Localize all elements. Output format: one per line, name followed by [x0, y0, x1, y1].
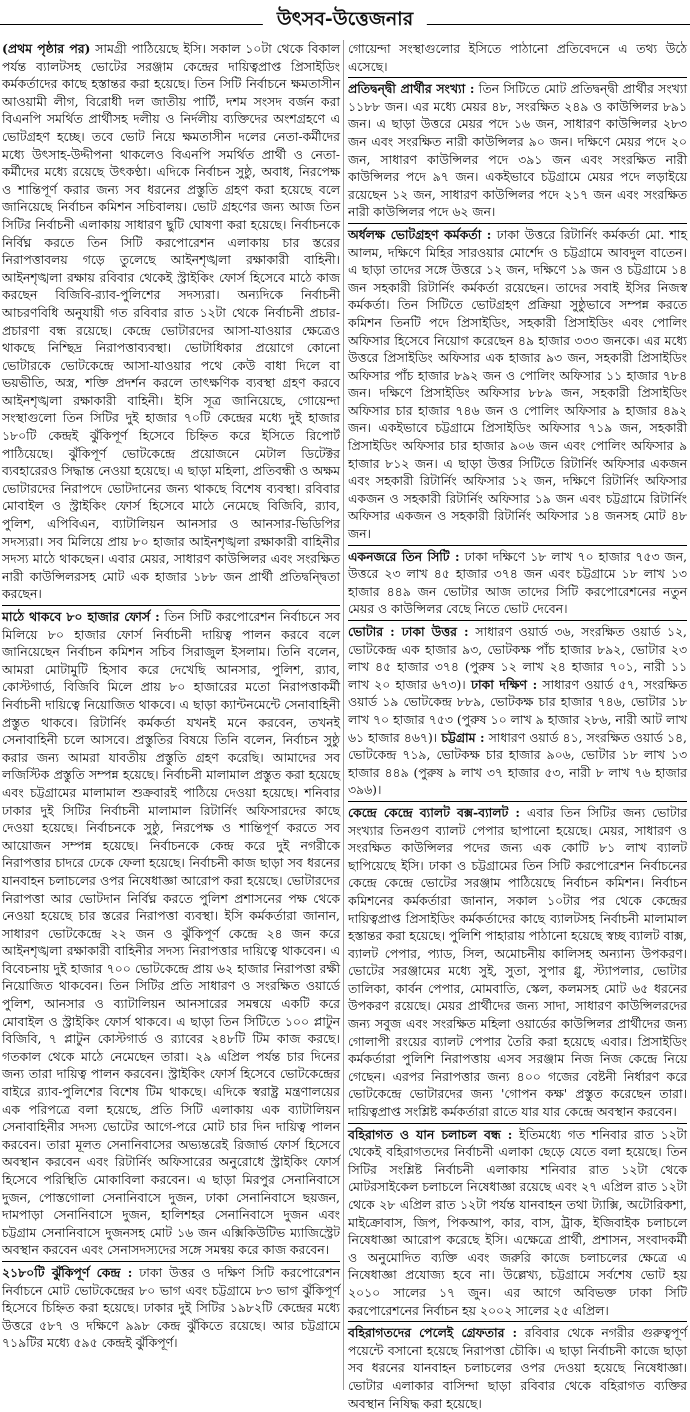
paragraph: [348, 77, 687, 221]
paragraph-lead: কেন্দ্রে কেন্দ্রে ব্যালট বক্স-ব্যালট :: [348, 804, 521, 820]
paragraph-text: গোয়েন্দা সংস্থাগুলোর ইসিতে পাঠানো প্রতিবেদনে এ তথ্য উঠে এসেছে।: [348, 41, 687, 74]
paragraph-lead: ২১৮০টি ঝুঁকিপূর্ণ কেন্দ্র :: [2, 1264, 133, 1280]
paragraph-lead: বহিরাগতদের পেলেই গ্রেফতার :: [348, 1325, 518, 1341]
left-column: [2, 40, 340, 1388]
paragraph-text: সামগ্রী পাঠিয়েছে ইসি। সকাল ১০টা থেকে বিকাল পর্যন্ত ব্যালটসহ ভোটের সরঞ্জাম কেন্দ্রের দায়িত্বপ্রাপ্ত প্রিসাইডিং কর্মকর্তাদের কাছে হস্তান্তর করা হয়েছে। তিন সিটি নির্বাচনে ক্ষমতাসীন আওয়ামী লীগ, বিরোধী দল জাতীয় পার্টি, দশম সংসদ বর্জন করা বিএনপি সমর্থিত প্রার্থীসহ দলীয় ও নির্দলীয় ব্যক্তিদের অংশগ্রহণে এ ভোটগ্রহণ হচ্ছে। তবে ভোট নিয়ে ক্ষমতাসীন দলের নেতা-কর্মীদের মধ্যে উৎসাহ-উদ্দীপনা থাকলেও বিএনপি সমর্থিত প্রার্থী ও নেতা-কর্মীদের মধ্যে রয়েছে উৎকণ্ঠা। এদিকে নির্বাচন সুষ্ঠু, অবাধ, নিরপেক্ষ ও শান্তিপূর্ণ করার জন্য সব ধরনের প্রস্তুতি গ্রহণ করা হয়েছে বলে জানিয়েছে নির্বাচন কমিশন সচিবালয়। ভোট গ্রহণের জন্য আজ তিন সিটির নির্বাচনী এলাকায় সাধারণ ছুটি ঘোষণা করা হয়েছে। নির্বাচনকে নির্বিঘ্ন করতে তিন সিটি করপোরেশন এলাকায় চার স্তরের নিরাপত্তাবলয় গড়ে তুলেছে আইনশৃঙ্খলা রক্ষাকারী বাহিনী। আইনশৃঙ্খলা রক্ষায় রবিবার থেকেই স্ট্রাইকিং ফোর্স হিসেবে মাঠে কাজ করছেন বিজিবি-র‍্যাব-পুলিশের সদস্যরা। অন্যদিকে নির্বাচনী আচরণবিধি অনুযায়ী গত রবিবার রাত ১২টা থেকে নির্বাচনী প্রচার-প্রচারণা বন্ধ রয়েছে। কেন্দ্রে ভোটারদের আসা-যাওয়ার ক্ষেত্রেও থাকছে নিশ্ছিদ্র নিরাপত্তাব্যবস্থা। ভোটাধিকার প্রয়োগে কোনো ভোটারকে ভোটকেন্দ্রে আসা-যাওয়ার পথে কেউ বাধা দিলে বা ভয়ভীতি, অস্ত্র, শক্তি প্রদর্শন করলে তাৎক্ষণিক ব্যবস্থা গ্রহণ করবে আইনশৃঙ্খলা রক্ষাকারী বাহিনী। ইসি সূত্র জানিয়েছে, গোয়েন্দা সংস্থাগুলো তিন সিটির দুই হাজার ৭০টি কেন্দ্রের মধ্যে দুই হাজার ১৮০টি কেন্দ্রই ঝুঁকিপূর্ণ হিসেবে চিহ্নিত করে ইসিতে রিপোর্ট পাঠিয়েছে। ঝুঁকিপূর্ণ ভোটকেন্দ্রে প্রয়োজনে মেটাল ডিটেক্টর ব্যবহারেরও সিদ্ধান্ত নেওয়া হয়েছে। এ ছাড়া মহিলা, প্রতিবন্ধী ও অক্ষম ভোটারদের নিরাপদে ভোটদানের জন্য থাকছে বিশেষ ব্যবস্থা। রবিবার মোবাইল ও স্ট্রাইকিং ফোর্স হিসেবে মাঠে নেমেছে বিজিবি, র‍্যাব, পুলিশ, এপিবিএন, ব্যাটালিয়ন আনসার ও আনসার-ভিডিপির সদস্যরা। সব মিলিয়ে প্রায় ৮০ হাজার আইনশৃঙ্খলা রক্ষাকারী বাহিনীর সদস্য মাঠে থাকছেন। এবার মেয়র, সাধারণ কাউন্সিলর এবং সংরক্ষিত নারী কাউন্সিলরসহ মোট এক হাজার ১৮৮ জন প্রার্থী প্রতিদ্বন্দ্বিতা করছেন।: [2, 41, 340, 602]
paragraph-lead: একনজরে তিন সিটি :: [348, 548, 460, 564]
paragraph-text: তিন সিটি করপোরেশন নির্বাচনে সব মিলিয়ে ৮০ হাজার ফোর্স নির্বাচনী দায়িত্ব পালন করবে বলে জানিয়েছেন নির্বাচন কমিশন সচিব সিরাজুল ইসলাম। তিনি বলেন, আমরা মোটামুটি হিসাব করে দেখেছি আনসার, পুলিশ, র‍্যাব, কোস্টগার্ড, বিজিবি মিলে প্রায় ৮০ হাজারের মতো নিরাপত্তাকর্মী নির্বাচনী দায়িত্বে নিয়োজিত থাকবে। এ ছাড়া ক্যান্টনমেন্টে সেনাবাহিনী প্রস্তুত থাকবে। রিটার্নিং কর্মকর্তা যখনই মনে করবেন, তখনই সেনাবাহিনী চলে আসবে। প্রস্তুতির বিষয়ে তিনি বলেন, নির্বাচন সুষ্ঠু করার জন্য আমরা যাবতীয় প্রস্তুতি গ্রহণ করেছি। আমাদের সব লজিস্টিক প্রস্তুতি সম্পন্ন হয়েছে। নির্বাচনী মালামাল প্রস্তুত করা হয়েছে এবং চট্টগ্রামের মালামাল শুক্রবারই পাঠিয়ে দেওয়া হয়েছে। শনিবার ঢাকার দুই সিটির নির্বাচনী মালামাল রিটার্নিং অফিসারদের কাছে দেওয়া হয়েছে। নির্বাচনকে সুষ্ঠু, নিরপেক্ষ ও শান্তিপূর্ণ করতে সব আয়োজন সম্পন্ন হয়েছে। নির্বাচনকে কেন্দ্র করে দুই নগরীকে নিরাপত্তার চাদরে ঢেকে ফেলা হয়েছে। নির্বাচনী কাজ ছাড়া সব ধরনের যানবাহন চলাচলের ওপর নিষেধাজ্ঞা আরোপ করা হয়েছে। ভোটারদের নিরাপত্তা আর ভোটদান নির্বিঘ্ন করতে পুলিশ প্রশাসনের পক্ষ থেকে নেওয়া হয়েছে চার স্তরের নিরাপত্তা ব্যবস্থা। ইসি কর্মকর্তারা জানান, সাধারণ ভোটকেন্দ্রে ২২ জন ও ঝুঁকিপূর্ণ কেন্দ্রে ২৪ জন করে আইনশৃঙ্খলা রক্ষাকারী বাহিনীর সদস্য নিরাপত্তার দায়িত্বে থাকবেন। এ বিবেচনায় দুই হাজার ৭০০ ভোটকেন্দ্রে প্রায় ৬২ হাজার নিরাপত্তা রক্ষী নিয়োজিত থাকবেন। তিন সিটির প্রতি সাধারণ ও সংরক্ষিত ওয়ার্ডে পুলিশ, আনসার ও ব্যাটালিয়ন আনসারের সমন্বয়ে একটি করে মোবাইল ও স্ট্রাইকিং ফোর্স থাকবে। এ ছাড়া তিন সিটিতে ১০০ প্লাটুন বিজিবি, ৭ প্লাটুন কোস্টগার্ড ও র‍্যাবের ২৪৮টি টিম কাজ করছে। গতকাল থেকে মাঠে নেমেছেন তারা। ২৯ এপ্রিল পর্যন্ত চার দিনের জন্য তারা দায়িত্ব পালন করবেন। স্ট্রাইকিং ফোর্স হিসেবে ভোটকেন্দ্রের বাইরে র‍্যাব-পুলিশের বিশেষ টিম থাকছে। এদিকে স্বরাষ্ট্র মন্ত্রণালয়ের এক পরিপত্রে বলা হয়েছে, প্রতি সিটি এলাকায় এক ব্যাটালিয়ন সেনাবাহিনীর সদস্য ভোটের আগে-পরে মোট চার দিন দায়িত্ব পালন করবেন। তারা মূলত সেনানিবাসের অভ্যন্তরেই রিজার্ভ ফোর্স হিসেবে অবস্থান করবেন এবং রিটার্নিং অফিসারের অনুরোধে স্ট্রাইকিং ফোর্স হিসেবে পরিস্থিতি মোকাবিলা করবেন। এ ছাড়া মিরপুর সেনানিবাসে দুজন, পোস্তগোলা সেনানিবাসে দুজন, ঢাকা সেনানিবাসে ছয়জন, দামপাড়া সেনানিবাসে দুজন, হালিশহর সেনানিবাসে দুজন এবং চট্টগ্রাম সেনানিবাসে দুজনসহ মোট ১৬ জন এক্সিকিউটিভ ম্যাজিস্ট্রেট অবস্থান করবেন এবং সেনাসদস্যদের সঙ্গে সমন্বয় করে কাজ করবেন।: [2, 609, 340, 1258]
paragraph-lead: (প্রথম পৃষ্ঠার পর): [2, 41, 91, 56]
right-column: [348, 40, 688, 1411]
paragraph-lead: ভোটার : ঢাকা উত্তর :: [348, 624, 469, 639]
paragraph-text: রবিবার থেকে নগরীর গুরুত্বপূর্ণ পয়েন্টে বসানো হয়েছে নিরাপত্তা চৌকি। এ ছাড়া নির্বাচনী কাজে ছাড়া সব ধরনের যানবাহন চলাচলের ওপর দেওয়া হয়েছে নিষেধাজ্ঞা। ভোটার এলাকার বাসিন্দা ছাড়া রবিবার থেকে বহিরাগত ব্যক্তির অবস্থান নিষিদ্ধ করা হয়েছে।: [348, 1325, 688, 1411]
paragraph-lead: অর্ধলক্ষ ভোটগ্রহণ কর্মকর্তা :: [348, 226, 492, 242]
paragraph-text: এবার তিন সিটির জন্য ভোটার সংখ্যার তিনগুণ ব্যালট পেপার ছাপানো হয়েছে। মেয়র, সাধারণ ও সংরক্ষিত কাউন্সিলর পদের জন্য এক কোটি ৮১ লাখ ব্যালট ছাপিয়েছে ইসি। ঢাকা ও চট্টগ্রামের তিন সিটি করপোরেশন নির্বাচনের কেন্দ্রে কেন্দ্রে ভোটের সরঞ্জাম পাঠিয়েছে নির্বাচন কমিশন। নির্বাচন কমিশনের কর্মকর্তারা জানান, সকাল ১০টার পর থেকে কেন্দ্রের দায়িত্বপ্রাপ্ত প্রিসাইডিং কর্মকর্তাদের কাছে ব্যালটসহ নির্বাচনী মালামাল হস্তান্তর করা হয়েছে। পুলিশি পাহারায় পাঠানো হয়েছে স্বচ্ছ ব্যালট বাক্স, ব্যালট পেপার, প্যাড, সিল, অমোচনীয় কালিসহ অন্যান্য উপকরণ। ভোটের সরঞ্জামের মধ্যে সুই, সুতা, সুপার গ্লু, স্ট্যাপলার, ভোটার তালিকা, কার্বন পেপার, মোমবাতি, স্কেল, কলমসহ মোট ৬৫ ধরনের উপকরণ রয়েছে। মেয়র প্রার্থীদের জন্য সাদা, সাধারণ কাউন্সিলরদের জন্য সবুজ এবং সংরক্ষিত মহিলা ওয়ার্ডের কাউন্সিলর প্রার্থীদের জন্য গোলাপী রংয়ের ব্যালট পেপার তৈরি করা হয়েছে এবার। প্রিসাইডিং কর্মকর্তারা পুলিশি নিরাপত্তায় এসব সরঞ্জাম নিজ নিজ কেন্দ্রে নিয়ে গেছেন। এরপর নিরাপত্তার জন্য ৪০০ গজের বেষ্টনী নির্ধারণ করে ভোটকেন্দ্রে ভোটারদের জন্য 'গোপন কক্ষ' প্রস্তুত করেছেন তারা। দায়িত্বপ্রাপ্ত সংশ্লিষ্ট কর্মকর্তারা রাতে যার যার কেন্দ্রে অবস্থান করবেন।: [348, 804, 687, 1120]
column-divider: [343, 40, 344, 1390]
paragraph-text: ঢাকা উত্তরে রিটার্নিং কর্মকর্তা মো. শাহ আলম, দক্ষিণে মিহির সারওয়ার মোর্শেদ ও চট্টগ্রামে আবদুল বাতেন। এ ছাড়া তাদের সঙ্গে উত্তরে ১২ জন, দক্ষিণে ১৯ জন ও চট্টগ্রামে ১৪ জন সহকারী রিটার্নিং কর্মকর্তা রয়েছেন। তাদের সবাই ইসির নিজস্ব কর্মকর্তা। তিন সিটিতে ভোটগ্রহণ প্রক্রিয়া সুষ্ঠুভাবে সম্পন্ন করতে কমিশন তিনটি পদে প্রিসাইডিং, সহকারী প্রিসাইডিং এবং পোলিং অফিসার হিসেবে নিয়োগ করেছেন ৪৯ হাজার ৩৩৩ জনকে। এর মধ্যে উত্তরে প্রিসাইডিং অফিসার এক হাজার ৯৩ জন, সহকারী প্রিসাইডিং অফিসার পাঁচ হাজার ৮৯২ জন ও পোলিং অফিসার ১১ হাজার ৭৮৪ জন। দক্ষিণে প্রিসাইডিং অফিসার ৮৮৯ জন, সহকারী প্রিসাইডিং অফিসার চার হাজার ৭৪৬ জন ও পোলিং অফিসার ৯ হাজার ৪৯২ জন। একইভাবে চট্টগ্রামে প্রিসাইডিং অফিসার ৭১৯ জন, সহকারী প্রিসাইডিং অফিসার চার হাজার ৯০৬ জন এবং পোলিং অফিসার ৯ হাজার ৮১২ জন। এ ছাড়া উত্তর সিটিতে রিটার্নিং অফিসার একজন এবং সহকারী রিটার্নিং অফিসার ১২ জন, দক্ষিণে রিটার্নিং অফিসার একজন ও সহকারী রিটার্নিং অফিসার ১৯ জন এবং চট্টগ্রামে রিটার্নিং অফিসার একজন ও সহকারী রিটার্নিং অফিসার ১৪ জনসহ মোট ৪৮ জন।: [348, 226, 687, 542]
paragraph-text: ঢাকা উত্তর ও দক্ষিণ সিটি করপোরেশন নির্বাচনে মোট ভোটকেন্দ্রের ৮০ ভাগ এবং চট্টগ্রামে ৮৩ ভাগ ঝুঁকিপূর্ণ হিসেবে চিহ্নিত করা হয়েছে। ঢাকার দুই সিটির ১৯৮২টি কেন্দ্রের মধ্যে উত্তরে ৫৮৭ ও দক্ষিণে ৯৯৮ কেন্দ্র ঝুঁকিতে রয়েছে। আর চট্টগ্রামে ৭১৯টির মধ্যে ৫৯৫ কেন্দ্রই ঝুঁকিপূর্ণ।: [2, 1264, 340, 1351]
paragraph-text: ঢাকা দক্ষিণে ১৮ লাখ ৭০ হাজার ৭৫৩ জন, উত্তরে ২৩ লাখ ৪৫ হাজার ৩৭৪ জন এবং চট্টগ্রামে ১৮ লাখ ১৩ হাজার ৪৪৯ জন ভোটার আজ তাদের সিটি করপোরেশনের নতুন মেয়র ও কাউন্সিলর বেছে নিতে ভোট দেবেন।: [348, 548, 688, 617]
paragraph: [348, 620, 687, 799]
paragraph-text: সাধারণ ওয়ার্ড ৩৬, সংরক্ষিত ওয়ার্ড ১২, ভোটকেন্দ্র এক হাজার ৯৩, ভোটকক্ষ পাঁচ হাজার ৮৯২, ভোটার ২৩ লাখ ৪৫ হাজার ৩৭৪ (পুরুষ ১২ লাখ ২৪ হাজার ৭০১, নারী ১১ লাখ ২০ হাজার ৬৭৩)। ঢাকা দক্ষিণ : সাধারণ ওয়ার্ড ৫৭, সংরক্ষিত ওয়ার্ড ১৯ ভোটকেন্দ্র ৮৮৯, ভোটকক্ষ চার হাজার ৭৪৬, ভোটার ১৮ লাখ ৭০ হাজার ৭৫৩ (পুরুষ ১০ লাখ ৯ হাজার ২৮৬, নারী আট লাখ ৬১ হাজার ৪৬৭)। চট্টগ্রাম : সাধারণ ওয়ার্ড ৪১, সংরক্ষিত ওয়ার্ড ১৪, ভোটকেন্দ্র ৭১৯, ভোটকক্ষ চার হাজার ৯০৬, ভোটার ১৮ লাখ ১৩ হাজার ৪৪৯ (পুরুষ ৯ লাখ ৩৭ হাজার ৫৩, নারী ৮ লাখ ৭৬ হাজার ৩৯৬)।: [348, 624, 687, 798]
paragraph: [348, 1321, 687, 1412]
paragraph: [2, 1261, 340, 1352]
paragraph-lead: মাঠে থাকবে ৮০ হাজার ফোর্স :: [2, 609, 160, 624]
paragraph: [348, 545, 687, 618]
paragraph-text: ইতিমধ্যে গত শনিবার রাত ১২টা থেকেই বহিরাগতদের নির্বাচনী এলাকা ছেড়ে যেতে বলা হয়েছে। তিন সিটির সংশ্লিষ্ট নির্বাচনী এলাকায় শনিবার রাত ১২টা থেকে মোটরসাইকেল চলাচলে নিষেধাজ্ঞা রয়েছে এবং ২৭ এপ্রিল রাত ১২টা থেকে ২৮ এপ্রিল রাত ১২টা পর্যন্ত যানবাহন তথা ট্যাক্সি, অটোরিকশা, মাইক্রোবাস, জিপ, পিকআপ, কার, বাস, ট্রাক, ইজিবাইক চলাচলে নিষেধাজ্ঞা আরোপ করেছে ইসি। এক্ষেত্রে প্রার্থী, প্রশাসন, সংবাদকর্মী ও অনুমোদিত ব্যক্তি এবং জরুরি কাজে চলাচলের ক্ষেত্রে এ নিষেধাজ্ঞা প্রযোজ্য হবে না। উল্লেখ্য, চট্টগ্রামে সর্বশেষ ভোট হয় ২০১০ সালের ১৭ জুন। এর আগে অবিভক্ত ঢাকা সিটি করপোরেশনের নির্বাচন হয় ২০০২ সালের ২৫ এপ্রিল।: [348, 1126, 687, 1318]
page-header: [0, 0, 690, 38]
paragraph: [348, 40, 687, 75]
paragraph: [348, 223, 687, 543]
paragraph: [2, 605, 340, 1259]
paragraph-lead: বহিরাগত ও যান চলাচল বন্ধ :: [348, 1126, 513, 1142]
page-title: উৎসব-উত্তেজনার: [263, 4, 427, 34]
paragraph: [348, 801, 687, 1121]
paragraph-lead: প্রতিদ্বন্দ্বী প্রার্থীর সংখ্যা :: [348, 81, 475, 97]
paragraph-text: তিন সিটিতে মোট প্রতিদ্বন্দ্বী প্রার্থীর সংখ্যা ১১৮৮ জন। এর মধ্যে মেয়র ৪৮, সংরক্ষিত ২৪৯ ও কাউন্সিলর ৮৯১ জন। এ ছাড়া উত্তরে মেয়র পদে ১৬ জন, সাধারণ কাউন্সিলর ২৮৩ জন এবং সংরক্ষিত নারী কাউন্সিলর ৯০ জন। দক্ষিণে মেয়র পদে ২০ জন, সাধারণ কাউন্সিলর পদে ৩৯১ জন এবং সংরক্ষিত নারী কাউন্সিলর পদে ৯৭ জন। একইভাবে চট্টগ্রামে মেয়র পদে লড়াইয়ে রয়েছেন ১২ জন, সাধারণ কাউন্সিলর পদে ২১৭ জন এবং সংরক্ষিত নারী কাউন্সিলর পদে ৬২ জন।: [348, 81, 688, 220]
paragraph: [2, 40, 340, 603]
paragraph: [348, 1123, 687, 1320]
